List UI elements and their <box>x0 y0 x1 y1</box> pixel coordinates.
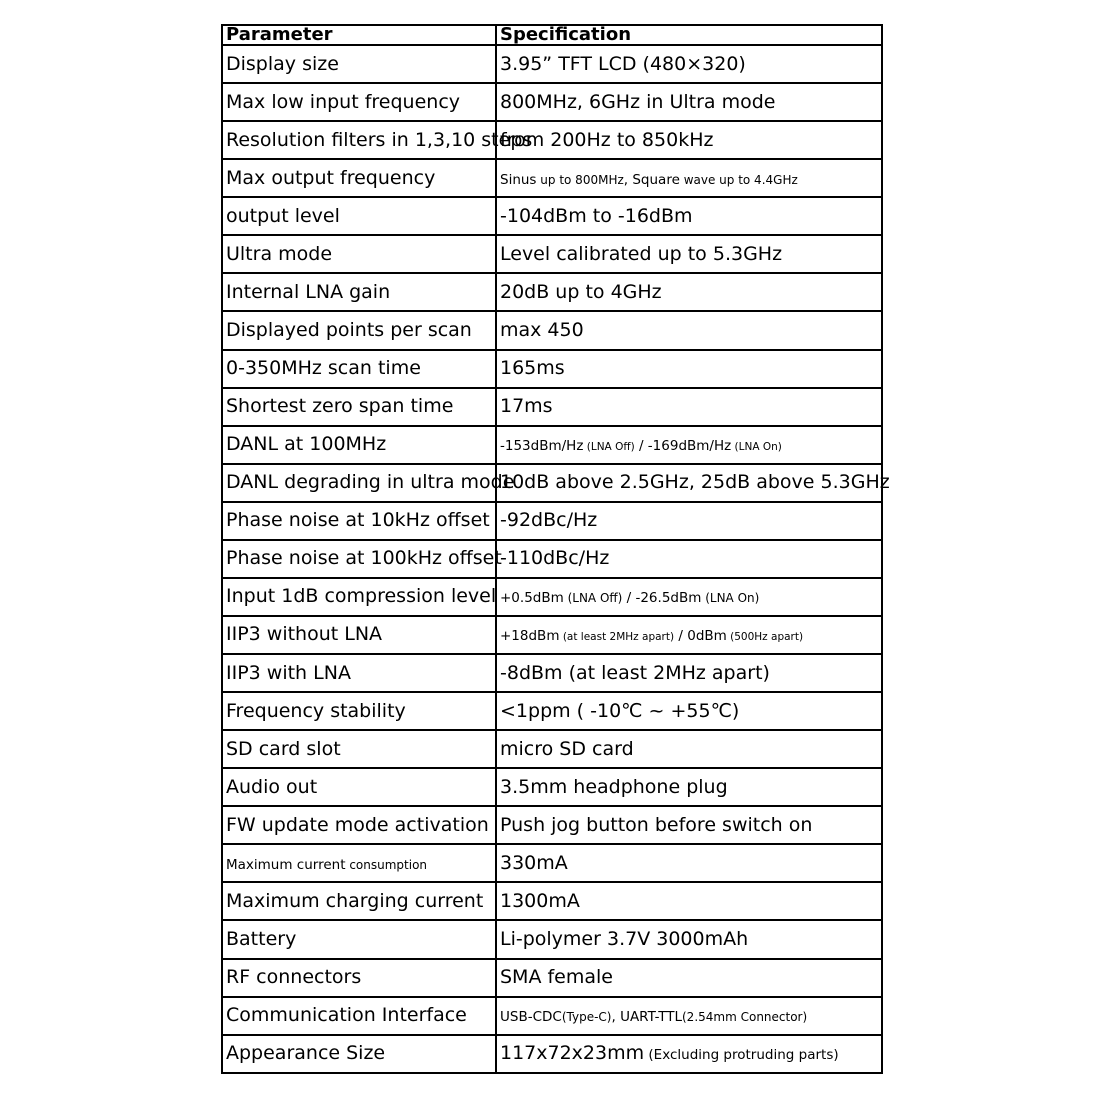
table-row <box>222 45 882 83</box>
table-row <box>222 502 882 540</box>
specification-cell: micro SD card <box>496 730 882 768</box>
specification-cell <box>496 1035 882 1073</box>
parameter-cell: Shortest zero span time <box>222 388 496 426</box>
spec-text: / -26.5dBm <box>622 590 702 607</box>
spec-text: / -169dBm/Hz <box>634 438 732 455</box>
parameter-cell: Audio out <box>222 768 496 806</box>
table-row <box>222 273 882 311</box>
specification-cell: 10dB above 2.5GHz, 25dB above 5.3GHz <box>496 464 882 502</box>
specification-cell: SMA female <box>496 959 882 997</box>
spec-text: -153dBm/Hz <box>500 438 584 455</box>
specification-cell <box>496 616 882 654</box>
specification-cell: -8dBm (at least 2MHz apart) <box>496 654 882 692</box>
specification-cell: 800MHz, 6GHz in Ultra mode <box>496 83 882 121</box>
specification-cell: -104dBm to -16dBm <box>496 197 882 235</box>
table-row <box>222 388 882 426</box>
parameter-cell: Max low input frequency <box>222 83 496 121</box>
parameter-cell: IIP3 with LNA <box>222 654 496 692</box>
table-row <box>222 806 882 844</box>
parameter-cell: Internal LNA gain <box>222 273 496 311</box>
table-row <box>222 692 882 730</box>
table-row <box>222 997 882 1035</box>
table-row <box>222 654 882 692</box>
specification-cell: 330mA <box>496 844 882 882</box>
specification-cell <box>496 426 882 464</box>
specification-cell: 3.5mm headphone plug <box>496 768 882 806</box>
spec-text: +0.5dBm <box>500 590 564 607</box>
parameter-column-header: Parameter <box>222 25 496 45</box>
spec-text: +18dBm <box>500 628 560 645</box>
specification-cell <box>496 997 882 1035</box>
parameter-cell: Communication Interface <box>222 997 496 1035</box>
table-row <box>222 311 882 349</box>
parameter-cell <box>222 844 496 882</box>
specification-cell: -92dBc/Hz <box>496 502 882 540</box>
table-row <box>222 768 882 806</box>
table-row <box>222 235 882 273</box>
parameter-cell: output level <box>222 197 496 235</box>
parameter-cell: 0-350MHz scan time <box>222 350 496 388</box>
spec-table <box>221 24 890 1074</box>
parameter-cell: IIP3 without LNA <box>222 616 496 654</box>
specification-cell: 17ms <box>496 388 882 426</box>
spec-note: (LNA On) <box>701 591 760 606</box>
specification-cell: 20dB up to 4GHz <box>496 273 882 311</box>
spec-text: 117x72x23mm <box>500 1042 645 1065</box>
specification-cell: Level calibrated up to 5.3GHz <box>496 235 882 273</box>
table-row <box>222 1035 882 1073</box>
parameter-cell: DANL degrading in ultra mode <box>222 464 496 502</box>
spec-note: (Type-C) <box>561 1010 612 1025</box>
param-text: Maximum current <box>226 856 346 873</box>
table-row <box>222 959 882 997</box>
table-row <box>222 730 882 768</box>
spec-note: up to 800MHz <box>536 172 624 187</box>
spec-text: USB-CDC <box>500 1009 562 1026</box>
table-header-row <box>222 25 882 45</box>
specification-cell <box>496 159 882 197</box>
spec-note: (500Hz apart) <box>726 631 804 644</box>
specification-cell: 165ms <box>496 350 882 388</box>
specification-cell: from 200Hz to 850kHz <box>496 121 882 159</box>
table-row <box>222 616 882 654</box>
specification-cell: Li-polymer 3.7V 3000mAh <box>496 920 882 958</box>
spec-note: (LNA Off) <box>563 591 623 606</box>
specification-cell <box>496 578 882 616</box>
parameter-cell: Appearance Size <box>222 1035 496 1073</box>
table-row <box>222 578 882 616</box>
spec-text: / 0dBm <box>674 628 727 645</box>
table-row <box>222 121 882 159</box>
parameter-cell: SD card slot <box>222 730 496 768</box>
spec-note: (2.54mm Connector) <box>682 1010 808 1025</box>
table-row <box>222 540 882 578</box>
parameter-cell: Phase noise at 100kHz offset <box>222 540 496 578</box>
parameter-cell: FW update mode activation <box>222 806 496 844</box>
parameter-cell: Phase noise at 10kHz offset <box>222 502 496 540</box>
parameter-cell: Resolution filters in 1,3,10 steps <box>222 121 496 159</box>
parameter-cell: Battery <box>222 920 496 958</box>
parameter-cell: Maximum charging current <box>222 882 496 920</box>
parameter-cell: Display size <box>222 45 496 83</box>
table-row <box>222 920 882 958</box>
table-row <box>222 426 882 464</box>
table-row <box>222 197 882 235</box>
parameter-cell: Max output frequency <box>222 159 496 197</box>
spec-note: wave up to 4.4GHz <box>679 172 798 187</box>
table-row <box>222 844 882 882</box>
spec-note: (LNA Off) <box>583 441 635 454</box>
spec-text: , Square <box>623 171 680 188</box>
param-note: consumption <box>345 857 428 872</box>
parameter-cell: Displayed points per scan <box>222 311 496 349</box>
parameter-cell: RF connectors <box>222 959 496 997</box>
parameter-cell: Ultra mode <box>222 235 496 273</box>
table-row <box>222 350 882 388</box>
specification-column-header: Specification <box>496 25 882 45</box>
table-row <box>222 83 882 121</box>
parameter-cell: Frequency stability <box>222 692 496 730</box>
spec-text: , UART-TTL <box>611 1009 682 1026</box>
specification-cell: 3.95” TFT LCD (480×320) <box>496 45 882 83</box>
table-row <box>222 464 882 502</box>
specification-cell: 1300mA <box>496 882 882 920</box>
spec-note: (LNA On) <box>731 441 782 454</box>
table-row <box>222 159 882 197</box>
parameter-cell: Input 1dB compression level <box>222 578 496 616</box>
specification-cell: max 450 <box>496 311 882 349</box>
spec-note: (at least 2MHz apart) <box>559 631 675 644</box>
spec-text: Sinus <box>500 171 537 188</box>
table-row <box>222 882 882 920</box>
spec-note: (Excluding protruding parts) <box>644 1047 839 1064</box>
specification-cell: -110dBc/Hz <box>496 540 882 578</box>
specification-cell: <1ppm ( -10℃ ~ +55℃) <box>496 692 882 730</box>
specification-cell: Push jog button before switch on <box>496 806 882 844</box>
parameter-cell: DANL at 100MHz <box>222 426 496 464</box>
